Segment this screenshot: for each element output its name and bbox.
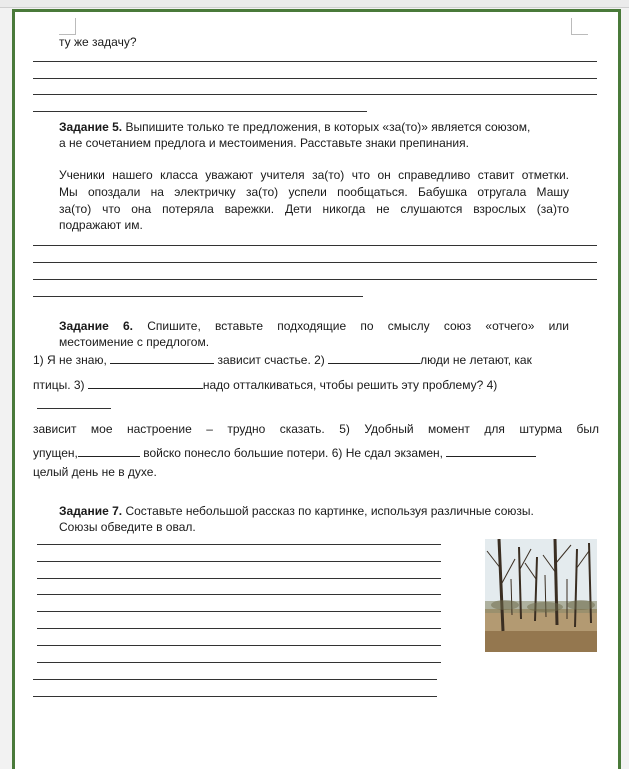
answer-line <box>33 679 437 680</box>
document-page <box>12 9 621 769</box>
fill-blank[interactable] <box>78 445 140 457</box>
task7-instruction-line1: Задание 7. Составьте небольшой рассказ по картинке, используя различные союзы. <box>59 504 534 518</box>
task7-instruction-line2: Союзы обведите в овал. <box>59 520 196 534</box>
task5-label: Задание 5. <box>59 120 123 134</box>
margin-corner-top-left <box>59 18 76 35</box>
answer-line <box>33 696 437 697</box>
answer-line <box>37 561 441 562</box>
fill-blank[interactable] <box>110 352 214 364</box>
task6-line2: птицы. 3) надо отталкиваться, чтобы решить эту проблему? 4) <box>33 378 498 392</box>
forest-trees-picture-icon <box>485 539 597 652</box>
forest-trees-picture <box>485 539 597 652</box>
answer-line <box>33 245 597 246</box>
answer-line <box>33 262 597 263</box>
task6-line6: целый день не в духе. <box>33 465 157 479</box>
answer-line <box>37 611 441 612</box>
task5-text-line2: Мы опоздали на электричку за(то) успели пообщаться. Бабушка отругала Машу <box>59 185 569 199</box>
task6-instruction-line1: Задание 6. Спишите, вставьте подходящие по смыслу союз «отчего» или <box>59 319 569 333</box>
task6-line4: зависит мое настроение – трудно сказать. 5) Удобный момент для штурма был <box>33 422 599 436</box>
task5-text-line4: подражают им. <box>59 218 143 232</box>
answer-line <box>33 61 597 62</box>
window-top-bar <box>0 0 629 8</box>
task6-label: Задание 6. <box>59 319 134 333</box>
answer-line <box>33 279 597 280</box>
answer-line <box>37 578 441 579</box>
task5-text-line3: за(то) что она потеряла варежки. Дети никогда не слушаются взрослых (за)то <box>59 202 569 216</box>
previous-task-tail: ту же задачу? <box>59 35 137 49</box>
answer-line <box>33 111 367 112</box>
answer-line <box>33 94 597 95</box>
answer-line <box>37 544 441 545</box>
answer-line <box>33 78 597 79</box>
fill-blank[interactable] <box>446 445 536 457</box>
task5-text-line1: Ученики нашего класса уважают учителя за(то) что он справедливо ставит отметки. <box>59 168 569 182</box>
task6-line5: упущен, войско понесло большие потери. 6) Не сдал экзамен, <box>33 445 536 461</box>
answer-line <box>37 662 441 663</box>
task5-instruction-line1: Задание 5. Выпишите только те предложения, в которых «за(то)» является союзом, <box>59 120 531 134</box>
margin-corner-top-right <box>571 18 588 35</box>
answer-line <box>33 296 363 297</box>
fill-blank[interactable] <box>328 352 420 364</box>
task5-instruction-line2: а не сочетанием предлога и местоимения. Расставьте знаки препинания. <box>59 136 469 150</box>
task6-instruction-line2: местоимение с предлогом. <box>59 335 210 349</box>
task7-label: Задание 7. <box>59 504 123 518</box>
task6-line1: 1) Я не знаю, зависит счастье. 2) люди не летают, как <box>33 353 532 367</box>
answer-line <box>37 628 441 629</box>
answer-line <box>37 645 441 646</box>
answer-line <box>37 594 441 595</box>
fill-blank[interactable] <box>88 377 203 389</box>
fill-blank[interactable] <box>37 408 111 409</box>
